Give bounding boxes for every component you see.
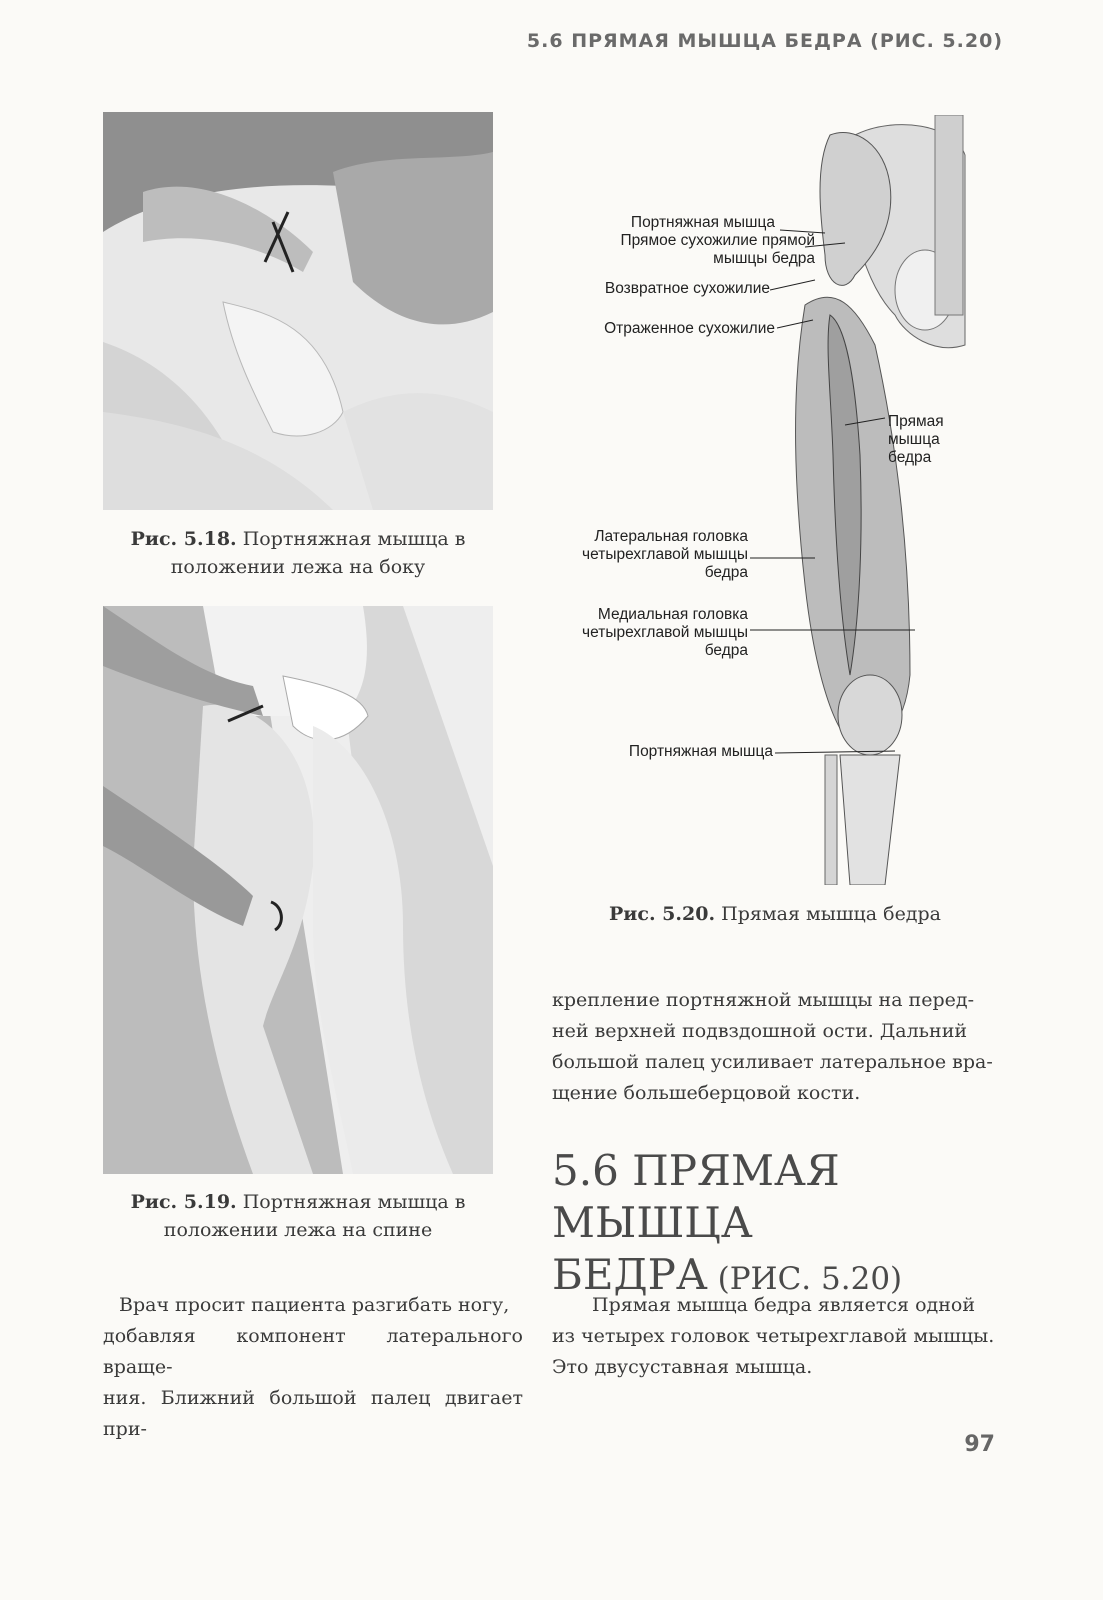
right-paragraph-1 [552,985,997,1109]
label-lateral-line1: Латеральная головка [594,528,748,545]
section-title [552,1145,1012,1310]
figure-5-20-anatomy [555,115,995,885]
right-para2-line2: из четырех головок четырехглавой мышцы. [552,1325,995,1347]
label-medial-line2: четырехглавой мышцы [582,624,748,641]
label-rectus-line2: мышца [888,431,940,448]
left-para-line1: Врач просит пациента разгибать ногу, [119,1294,510,1316]
page-number: 97 [964,1432,995,1457]
fig518-label: Рис. 5.18. [130,528,237,550]
left-paragraph [103,1290,523,1445]
figure-5-18-photo [103,112,493,510]
label-lateral-head [582,528,748,582]
label-recurrent-tendon: Возвратное сухожилие [604,280,770,297]
section-title-line2: БЕДРА [552,1250,708,1299]
figure-5-19-photo [103,606,493,1174]
running-head: 5.6 ПРЯМАЯ МЫШЦА БЕДРА (РИС. 5.20) [526,30,1003,52]
label-direct-tendon [620,232,815,268]
figure-5-19-caption [103,1188,493,1244]
label-rectus-line1: Прямая [888,413,944,430]
label-sartorius-bottom: Портняжная мышца [628,743,773,760]
fig518-caption-line1: Портняжная мышца в [242,528,466,550]
right-para2-line1: Прямая мышца бедра является одной [592,1294,975,1316]
right-para1-line4: щение большеберцовой кости. [552,1082,861,1104]
fig520-caption: Прямая мышца бедра [721,903,941,925]
left-para-line3: ния. Ближний большой палец двигает при- [103,1387,523,1440]
label-sartorius-top: Портняжная мышца [630,214,775,231]
label-medial-line1: Медиальная головка [597,606,748,623]
figure-5-18-caption [103,525,493,581]
section-title-line1: 5.6 ПРЯМАЯ МЫШЦА [552,1146,840,1247]
fig519-label: Рис. 5.19. [130,1191,237,1213]
label-lateral-line3: бедра [704,564,748,581]
right-paragraph-2 [552,1290,1000,1383]
label-medial-line3: бедра [704,642,748,659]
figure-5-20-caption [555,900,995,928]
label-lateral-line2: четырехглавой мышцы [582,546,748,563]
right-para1-line1: крепление портняжной мышцы на перед- [552,989,974,1011]
label-direct-tendon-line2: мышцы бедра [713,250,815,267]
fig519-caption-line1: Портняжная мышца в [242,1191,466,1213]
label-reflected-tendon: Отраженное сухожилие [604,320,775,337]
right-para1-line3: большой палец усиливает латеральное вра- [552,1051,993,1073]
label-medial-head [582,606,748,660]
fig520-label: Рис. 5.20. [609,903,716,925]
fig519-caption-line2: положении лежа на спине [163,1219,433,1241]
label-direct-tendon-line1: Прямое сухожилие прямой [620,232,815,249]
right-para1-line2: ней верхней подвздошной ости. Дальний [552,1020,968,1042]
right-para2-line3: Это двусуставная мышца. [552,1356,813,1378]
fig518-caption-line2: положении лежа на боку [170,556,426,578]
label-rectus-femoris [888,413,944,467]
left-para-line2: добавляя компонент латерального враще- [103,1325,523,1378]
label-rectus-line3: бедра [888,449,932,466]
section-title-ref: (РИС. 5.20) [707,1261,903,1297]
